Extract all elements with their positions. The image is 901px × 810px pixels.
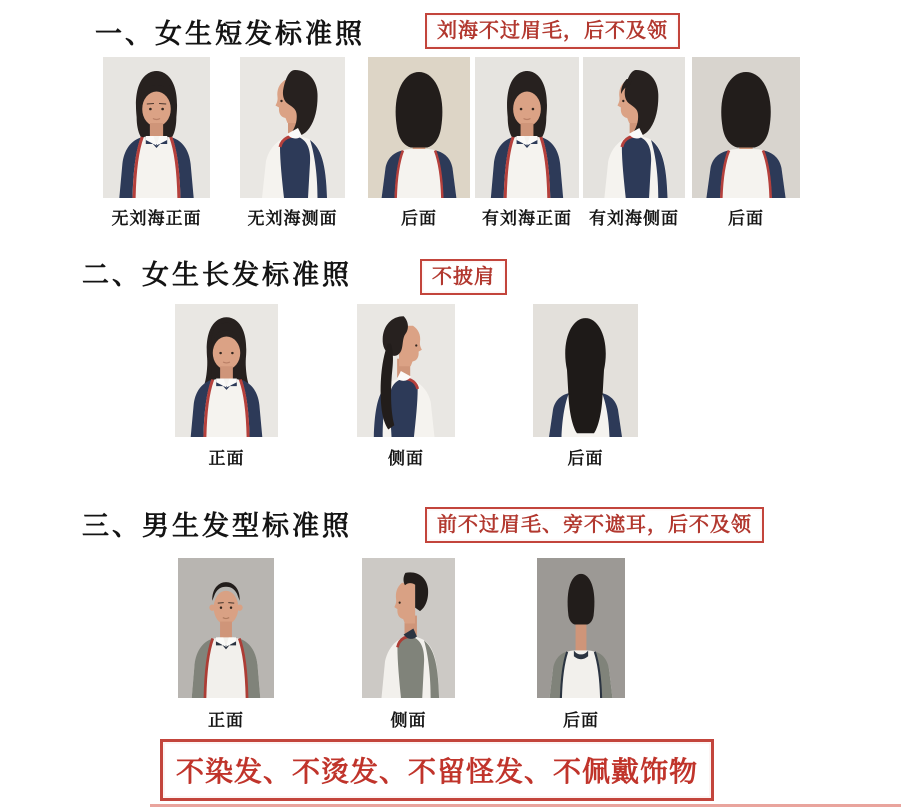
- photo-boy-back: [537, 558, 625, 698]
- section-2-title: 二、女生长发标准照: [82, 260, 352, 290]
- photo-caption: 侧面: [388, 449, 424, 468]
- section-2-note-badge: 不披肩: [420, 259, 507, 295]
- footer-rules-banner: 不染发、不烫发、不留怪发、不佩戴饰物: [160, 739, 714, 801]
- photo-caption: 正面: [208, 449, 245, 468]
- photo-girl-short-back-1: [368, 57, 470, 198]
- photo-caption: 有刘海侧面: [589, 209, 679, 228]
- photo-boy-front: [178, 558, 274, 698]
- photo-girl-short-side-bangs: [583, 57, 685, 198]
- photo-girl-long-side-ponytail: [357, 304, 455, 437]
- photo-caption: 后面: [728, 209, 764, 228]
- section-1-title: 一、女生短发标准照: [95, 19, 365, 49]
- photo-girl-long-front: [175, 304, 278, 437]
- section-3-note-badge: 前不过眉毛、旁不遮耳，后不及领: [425, 507, 764, 543]
- bottom-cropped-box-edge: [150, 804, 901, 807]
- photo-caption: 有刘海正面: [482, 209, 572, 228]
- photo-caption: 无刘海测面: [247, 209, 338, 228]
- photo-caption: 后面: [563, 711, 599, 730]
- photo-girl-short-back-2: [692, 57, 800, 198]
- photo-girl-short-front-bangs: [475, 57, 579, 198]
- photo-girl-short-side-no-bangs: [240, 57, 345, 198]
- photo-girl-long-back: [533, 304, 638, 437]
- photo-caption: 无刘海正面: [111, 209, 202, 228]
- section-3-title: 三、男生发型标准照: [82, 511, 352, 541]
- photo-caption: 后面: [567, 449, 604, 468]
- photo-caption: 后面: [401, 209, 437, 228]
- photo-caption: 正面: [208, 711, 244, 730]
- section-1-note-badge: 刘海不过眉毛，后不及领: [425, 13, 680, 49]
- photo-girl-short-front-no-bangs: [103, 57, 210, 198]
- photo-boy-side: [362, 558, 455, 698]
- photo-caption: 侧面: [390, 711, 427, 730]
